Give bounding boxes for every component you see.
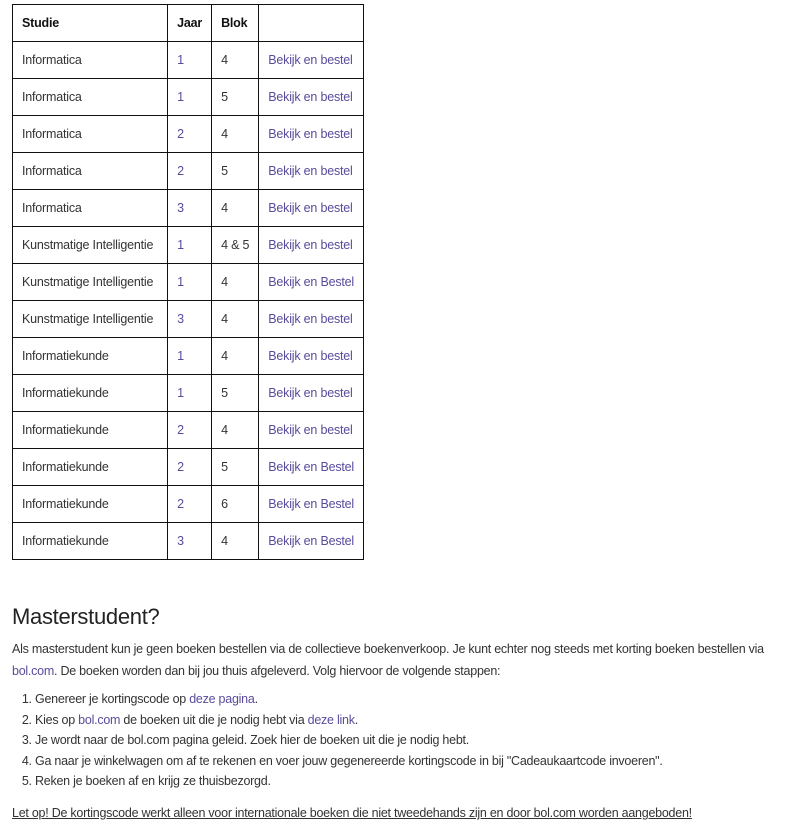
- bekijk-en-bestel-link[interactable]: Bekijk en bestel: [268, 90, 353, 104]
- bekijk-en-bestel-link[interactable]: Bekijk en bestel: [268, 349, 353, 363]
- bekijk-en-bestel-link[interactable]: Bekijk en bestel: [268, 312, 353, 326]
- cell-action: [259, 338, 364, 375]
- bekijk-en-bestel-link[interactable]: Bekijk en Bestel: [268, 275, 354, 289]
- cell-blok: 4: [212, 523, 259, 560]
- cell-studie: Informatica: [13, 153, 168, 190]
- step-3: 3. Je wordt naar de bol.com pagina geleid. Zoek hier de boeken uit die je nodig hebt.: [35, 730, 663, 751]
- cell-jaar: 1: [168, 227, 212, 264]
- step-text: Kies op: [35, 712, 79, 727]
- bekijk-en-bestel-link[interactable]: Bekijk en bestel: [268, 53, 353, 67]
- cell-blok: 5: [212, 375, 259, 412]
- step-5: 5. Reken je boeken af en krijg ze thuisbezorgd.: [35, 771, 663, 792]
- cell-blok: 4: [212, 116, 259, 153]
- table-row: [13, 449, 364, 486]
- table-row: [13, 301, 364, 338]
- cell-action: [259, 153, 364, 190]
- cell-studie: Kunstmatige Intelligentie: [13, 301, 168, 338]
- cell-blok: 5: [212, 449, 259, 486]
- cell-blok: 4: [212, 301, 259, 338]
- cell-blok: 4: [212, 42, 259, 79]
- cell-jaar: 1: [168, 375, 212, 412]
- step-text: .: [354, 712, 358, 727]
- cell-studie: Informatica: [13, 42, 168, 79]
- cell-blok: 5: [212, 153, 259, 190]
- bekijk-en-bestel-link[interactable]: Bekijk en bestel: [268, 127, 353, 141]
- cell-action: [259, 116, 364, 153]
- cell-studie: Informatica: [13, 190, 168, 227]
- header-jaar: Jaar: [168, 5, 212, 42]
- deze-pagina-link[interactable]: deze pagina: [189, 692, 255, 706]
- step-text: de boeken uit die je nodig hebt via: [120, 712, 308, 727]
- bekijk-en-bestel-link[interactable]: Bekijk en bestel: [268, 201, 353, 215]
- bekijk-en-bestel-link[interactable]: Bekijk en bestel: [268, 386, 353, 400]
- cell-blok: 6: [212, 486, 259, 523]
- cell-action: [259, 412, 364, 449]
- cell-studie: Informatiekunde: [13, 375, 168, 412]
- cell-blok: 4: [212, 264, 259, 301]
- cell-jaar: 3: [168, 301, 212, 338]
- cell-studie: Informatiekunde: [13, 486, 168, 523]
- header-action: [259, 5, 364, 42]
- cell-blok: 4: [212, 338, 259, 375]
- cell-jaar: 2: [168, 153, 212, 190]
- intro-text: Als masterstudent kun je geen boeken bestellen via de collectieve boekenverkoop. Je kunt echter nog steeds met korting boeken bestellen via: [12, 642, 764, 656]
- cell-studie: Informatica: [13, 79, 168, 116]
- table-row: [13, 375, 364, 412]
- step-2: [35, 710, 663, 731]
- cell-action: [259, 375, 364, 412]
- cell-blok: 4: [212, 190, 259, 227]
- intro-text-2: . De boeken worden dan bij jou thuis afgeleverd. Volg hiervoor de volgende stappen:: [54, 664, 501, 678]
- cell-action: [259, 42, 364, 79]
- cell-jaar: 1: [168, 79, 212, 116]
- cell-studie: Informatiekunde: [13, 338, 168, 375]
- table-row: [13, 116, 364, 153]
- cell-blok: 4: [212, 412, 259, 449]
- cell-action: [259, 79, 364, 116]
- bekijk-en-bestel-link[interactable]: Bekijk en bestel: [268, 238, 353, 252]
- cell-jaar: 3: [168, 190, 212, 227]
- cell-jaar: 2: [168, 116, 212, 153]
- cell-action: [259, 449, 364, 486]
- bekijk-en-bestel-link[interactable]: Bekijk en bestel: [268, 423, 353, 437]
- table-row: [13, 486, 364, 523]
- cell-studie: Kunstmatige Intelligentie: [13, 227, 168, 264]
- section-title: Masterstudent?: [12, 604, 160, 629]
- cell-studie: Informatiekunde: [13, 412, 168, 449]
- cell-jaar: 2: [168, 449, 212, 486]
- table-row: [13, 227, 364, 264]
- cell-action: [259, 486, 364, 523]
- deze-link[interactable]: deze link: [307, 712, 355, 727]
- bol-link[interactable]: bol.com: [12, 664, 55, 678]
- table-header-row: [13, 5, 364, 42]
- table-row: [13, 264, 364, 301]
- bol-link-2[interactable]: bol.com: [78, 712, 121, 727]
- table-row: [13, 42, 364, 79]
- warning-text: Let op! De kortingscode werkt alleen voor internationale boeken die niet tweedehands zijn en door bol.com worden aangeboden!: [12, 806, 692, 820]
- table-row: [13, 79, 364, 116]
- table-row: [13, 190, 364, 227]
- books-table: [12, 4, 364, 560]
- cell-blok: 5: [212, 79, 259, 116]
- cell-action: [259, 190, 364, 227]
- cell-jaar: 1: [168, 42, 212, 79]
- cell-action: [259, 227, 364, 264]
- step-text: Genereer je kortingscode op: [35, 692, 190, 706]
- table-row: [13, 153, 364, 190]
- bekijk-en-bestel-link[interactable]: Bekijk en bestel: [268, 164, 353, 178]
- cell-blok: 4 & 5: [212, 227, 259, 264]
- cell-action: [259, 523, 364, 560]
- cell-action: [259, 264, 364, 301]
- header-blok: Blok: [212, 5, 259, 42]
- cell-studie: Informatiekunde: [13, 449, 168, 486]
- cell-action: [259, 301, 364, 338]
- table-row: [13, 338, 364, 375]
- table-row: [13, 412, 364, 449]
- table-row: [13, 523, 364, 560]
- cell-jaar: 1: [168, 338, 212, 375]
- intro-paragraph: [12, 638, 788, 682]
- cell-jaar: 2: [168, 486, 212, 523]
- cell-studie: Informatica: [13, 116, 168, 153]
- step-1: [35, 689, 663, 710]
- header-studie: Studie: [13, 5, 168, 42]
- step-text: .: [254, 692, 258, 706]
- cell-jaar: 3: [168, 523, 212, 560]
- cell-jaar: 2: [168, 412, 212, 449]
- cell-studie: Kunstmatige Intelligentie: [13, 264, 168, 301]
- cell-studie: Informatiekunde: [13, 523, 168, 560]
- step-4: 4. Ga naar je winkelwagen om af te rekenen en voer jouw gegenereerde kortingscode in bij "Cadeaukaartcode invoeren".: [35, 751, 663, 772]
- steps-list: [12, 689, 663, 792]
- bekijk-en-bestel-link[interactable]: Bekijk en Bestel: [268, 460, 354, 474]
- cell-jaar: 1: [168, 264, 212, 301]
- bekijk-en-bestel-link[interactable]: Bekijk en Bestel: [268, 497, 354, 511]
- bekijk-en-bestel-link[interactable]: Bekijk en Bestel: [268, 534, 354, 548]
